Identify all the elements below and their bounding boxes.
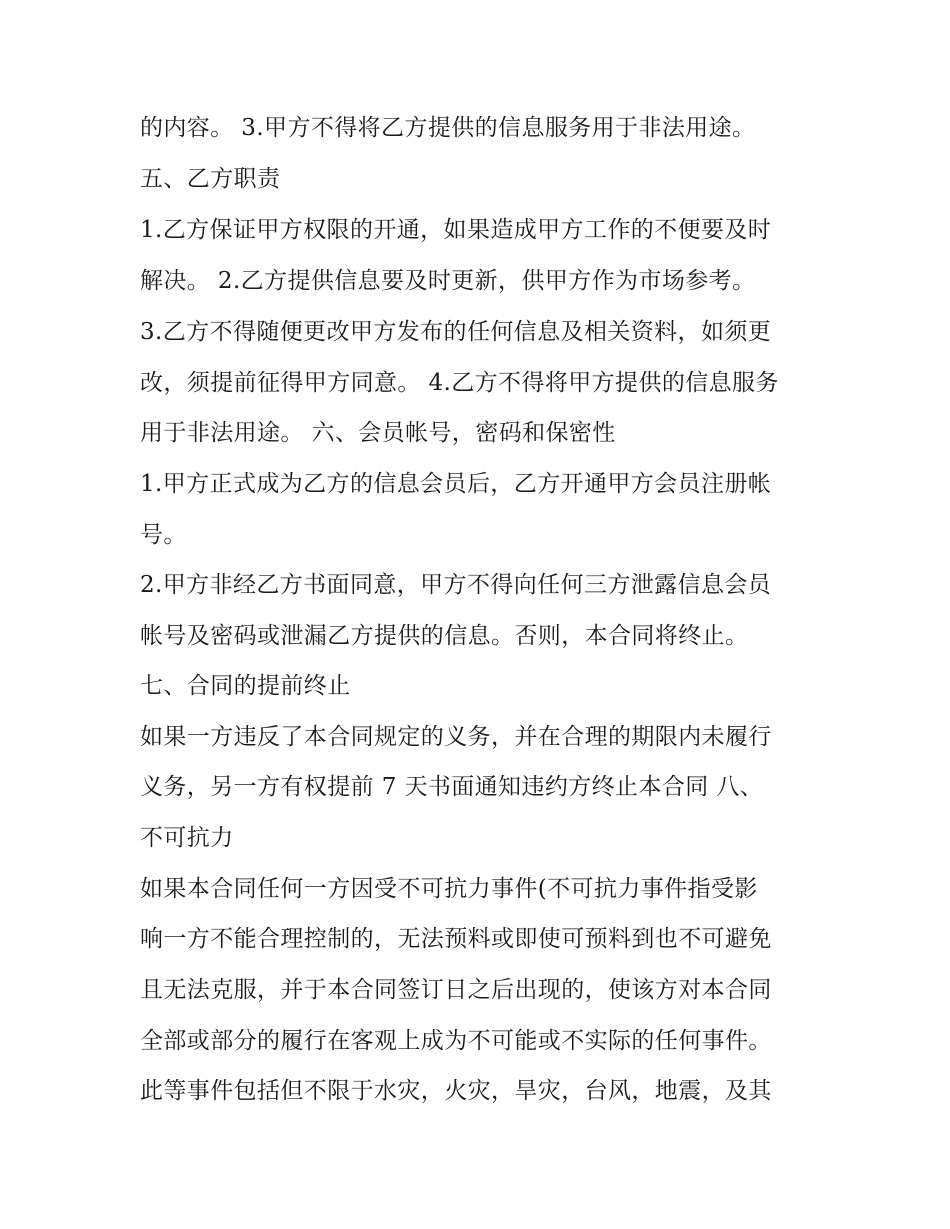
text-line: 全部或部分的履行在客观上成为不可能或不实际的任何事件。 bbox=[140, 1028, 772, 1054]
text-line: 此等事件包括但不限于水灾，火灾，旱灾，台风，地震，及其 bbox=[140, 1078, 772, 1104]
text-line: 1.甲方正式成为乙方的信息会员后，乙方开通甲方会员注册帐 bbox=[140, 471, 772, 497]
text-line: 帐号及密码或泄漏乙方提供的信息。否则，本合同将终止。 bbox=[140, 623, 749, 649]
section-heading: 五、乙方职责 bbox=[140, 166, 281, 192]
text-line: 解决。 2.乙方提供信息要及时更新，供甲方作为市场参考。 bbox=[140, 268, 756, 294]
text-line: 用于非法用途。 六、会员帐号，密码和保密性 bbox=[140, 420, 616, 446]
text-line: 号。 bbox=[140, 522, 187, 548]
text-line: 且无法克服，并于本合同签订日之后出现的，使该方对本合同 bbox=[140, 977, 772, 1003]
section-heading: 七、合同的提前终止 bbox=[140, 673, 351, 699]
text-line: 的内容。 3.甲方不得将乙方提供的信息服务用于非法用途。 bbox=[140, 115, 756, 141]
text-line: 响一方不能合理控制的，无法预料或即使可预料到也不可避免 bbox=[140, 926, 772, 952]
text-line: 如果一方违反了本合同规定的义务，并在合理的期限内未履行 bbox=[140, 724, 772, 750]
text-line: 如果本合同任何一方因受不可抗力事件(不可抗力事件指受影 bbox=[140, 876, 758, 902]
text-line: 3.乙方不得随便更改甲方发布的任何信息及相关资料，如须更 bbox=[140, 319, 772, 345]
text-line: 1.乙方保证甲方权限的开通，如果造成甲方工作的不便要及时 bbox=[140, 217, 772, 243]
text-line: 2.甲方非经乙方书面同意，甲方不得向任何三方泄露信息会员 bbox=[140, 572, 772, 598]
section-heading: 不可抗力 bbox=[140, 825, 234, 851]
text-line: 改，须提前征得甲方同意。 4.乙方不得将甲方提供的信息服务 bbox=[140, 370, 779, 396]
text-line: 义务，另一方有权提前 7 天书面通知违约方终止本合同 八、 bbox=[140, 774, 764, 800]
